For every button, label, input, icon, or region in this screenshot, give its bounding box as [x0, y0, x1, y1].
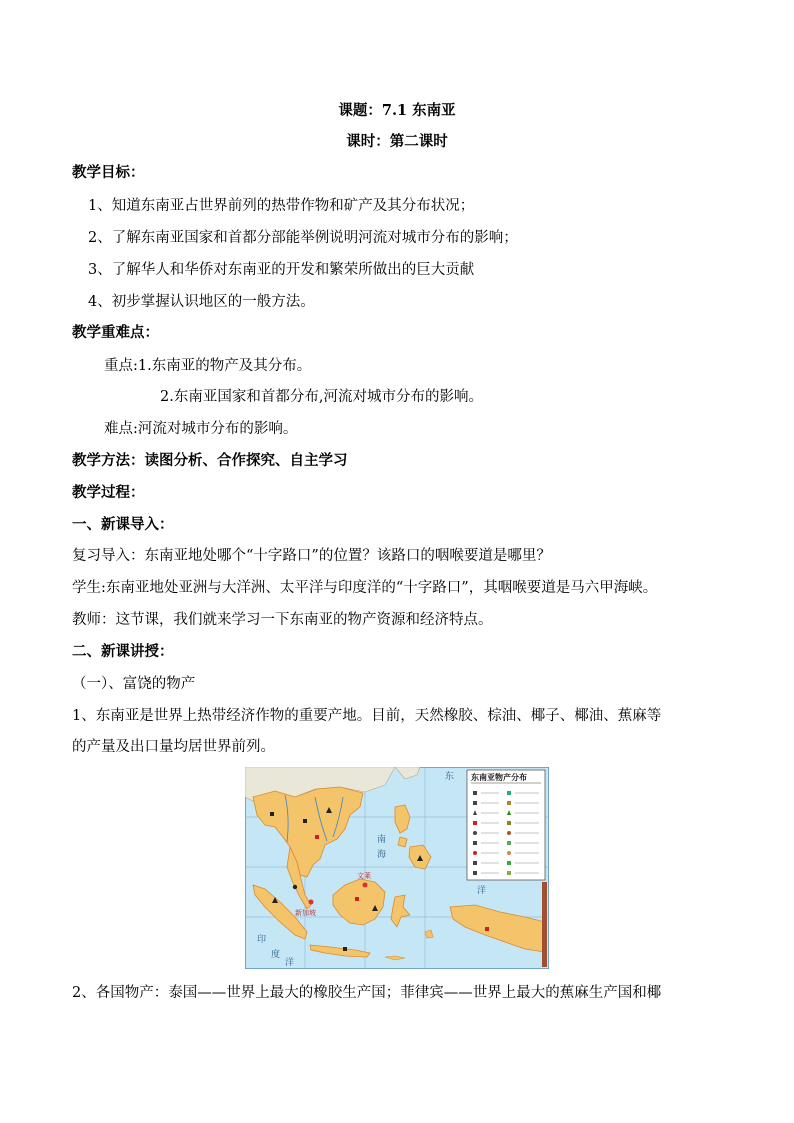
- section-heading: 二、新课讲授：: [72, 643, 174, 660]
- goals-heading: 教学目标：: [72, 164, 145, 181]
- map-sea-label: 洋: [477, 886, 487, 896]
- map-place-label: 新加坡: [295, 909, 316, 917]
- goal-item: 4、初步掌握认识地区的一般方法。: [88, 294, 315, 310]
- method-text: 教学方法：读图分析、合作探究、自主学习: [72, 452, 348, 469]
- teacher-paragraph: 教师：这节课，我们就来学习一下东南亚的物产资源和经济特点。: [72, 612, 493, 628]
- body-paragraph: 2、各国物产：泰国——世界上最大的橡胶生产国；菲律宾——世界上最大的蕉麻生产国和椰: [72, 985, 662, 1001]
- body-paragraph: 的产量及出口量均居世界前列。: [72, 739, 275, 755]
- singapore-dot: [309, 900, 314, 905]
- keypoints-heading: 教学重难点：: [72, 324, 159, 341]
- body-paragraph: 1、东南亚是世界上热带经济作物的重要产地。目前，天然橡胶、棕油、椰子、椰油、蕉麻等: [72, 708, 662, 724]
- brunei-dot: [363, 883, 368, 888]
- teaching-method: [72, 451, 348, 471]
- map-sea-label: 海: [377, 850, 387, 860]
- section-heading: 一、新课导入：: [72, 516, 174, 533]
- keypoint-item: 2.东南亚国家和首都分布,河流对城市分布的影响。: [160, 389, 483, 405]
- goal-item: 1、知道东南亚占世界前列的热带作物和矿产及其分布状况；: [88, 198, 475, 214]
- map-sea-label: 东: [445, 772, 455, 782]
- map-sea-label: 洋: [285, 958, 295, 968]
- southeast-asia-products-map: [245, 767, 549, 969]
- keypoint-item: 重点:1.东南亚的物产及其分布。: [104, 358, 312, 374]
- process-heading: 教学过程：: [72, 484, 145, 501]
- map-place-label: 文莱: [357, 872, 371, 880]
- map-legend: [467, 770, 545, 880]
- goal-item: 2、了解东南亚国家和首都分部能举例说明河流对城市分布的影响；: [88, 230, 518, 246]
- goal-item: 3、了解华人和华侨对东南亚的开发和繁荣所做出的巨大贡献: [88, 262, 475, 278]
- review-paragraph: 复习导入：东南亚地处哪个“十字路口”的位置？该路口的咽喉要道是哪里？: [72, 548, 551, 564]
- map-sea-label: 南: [377, 835, 387, 845]
- map-sea-label: 度: [271, 950, 281, 960]
- lesson-period: 课时：第二课时: [346, 133, 448, 150]
- difficulty-item: 难点:河流对城市分布的影响。: [104, 421, 298, 437]
- student-answer: 学生:东南亚地处亚洲与大洋洲、太平洋与印度洋的“十字路口”，其咽喉要道是马六甲海峡。: [72, 580, 658, 596]
- map-legend-title: 东南亚物产分布: [471, 773, 527, 782]
- subsection-heading: （一）、富饶的物产: [72, 676, 196, 692]
- lesson-title: 课题：7.1 东南亚: [338, 102, 456, 119]
- map-sea-label: 印: [257, 935, 267, 945]
